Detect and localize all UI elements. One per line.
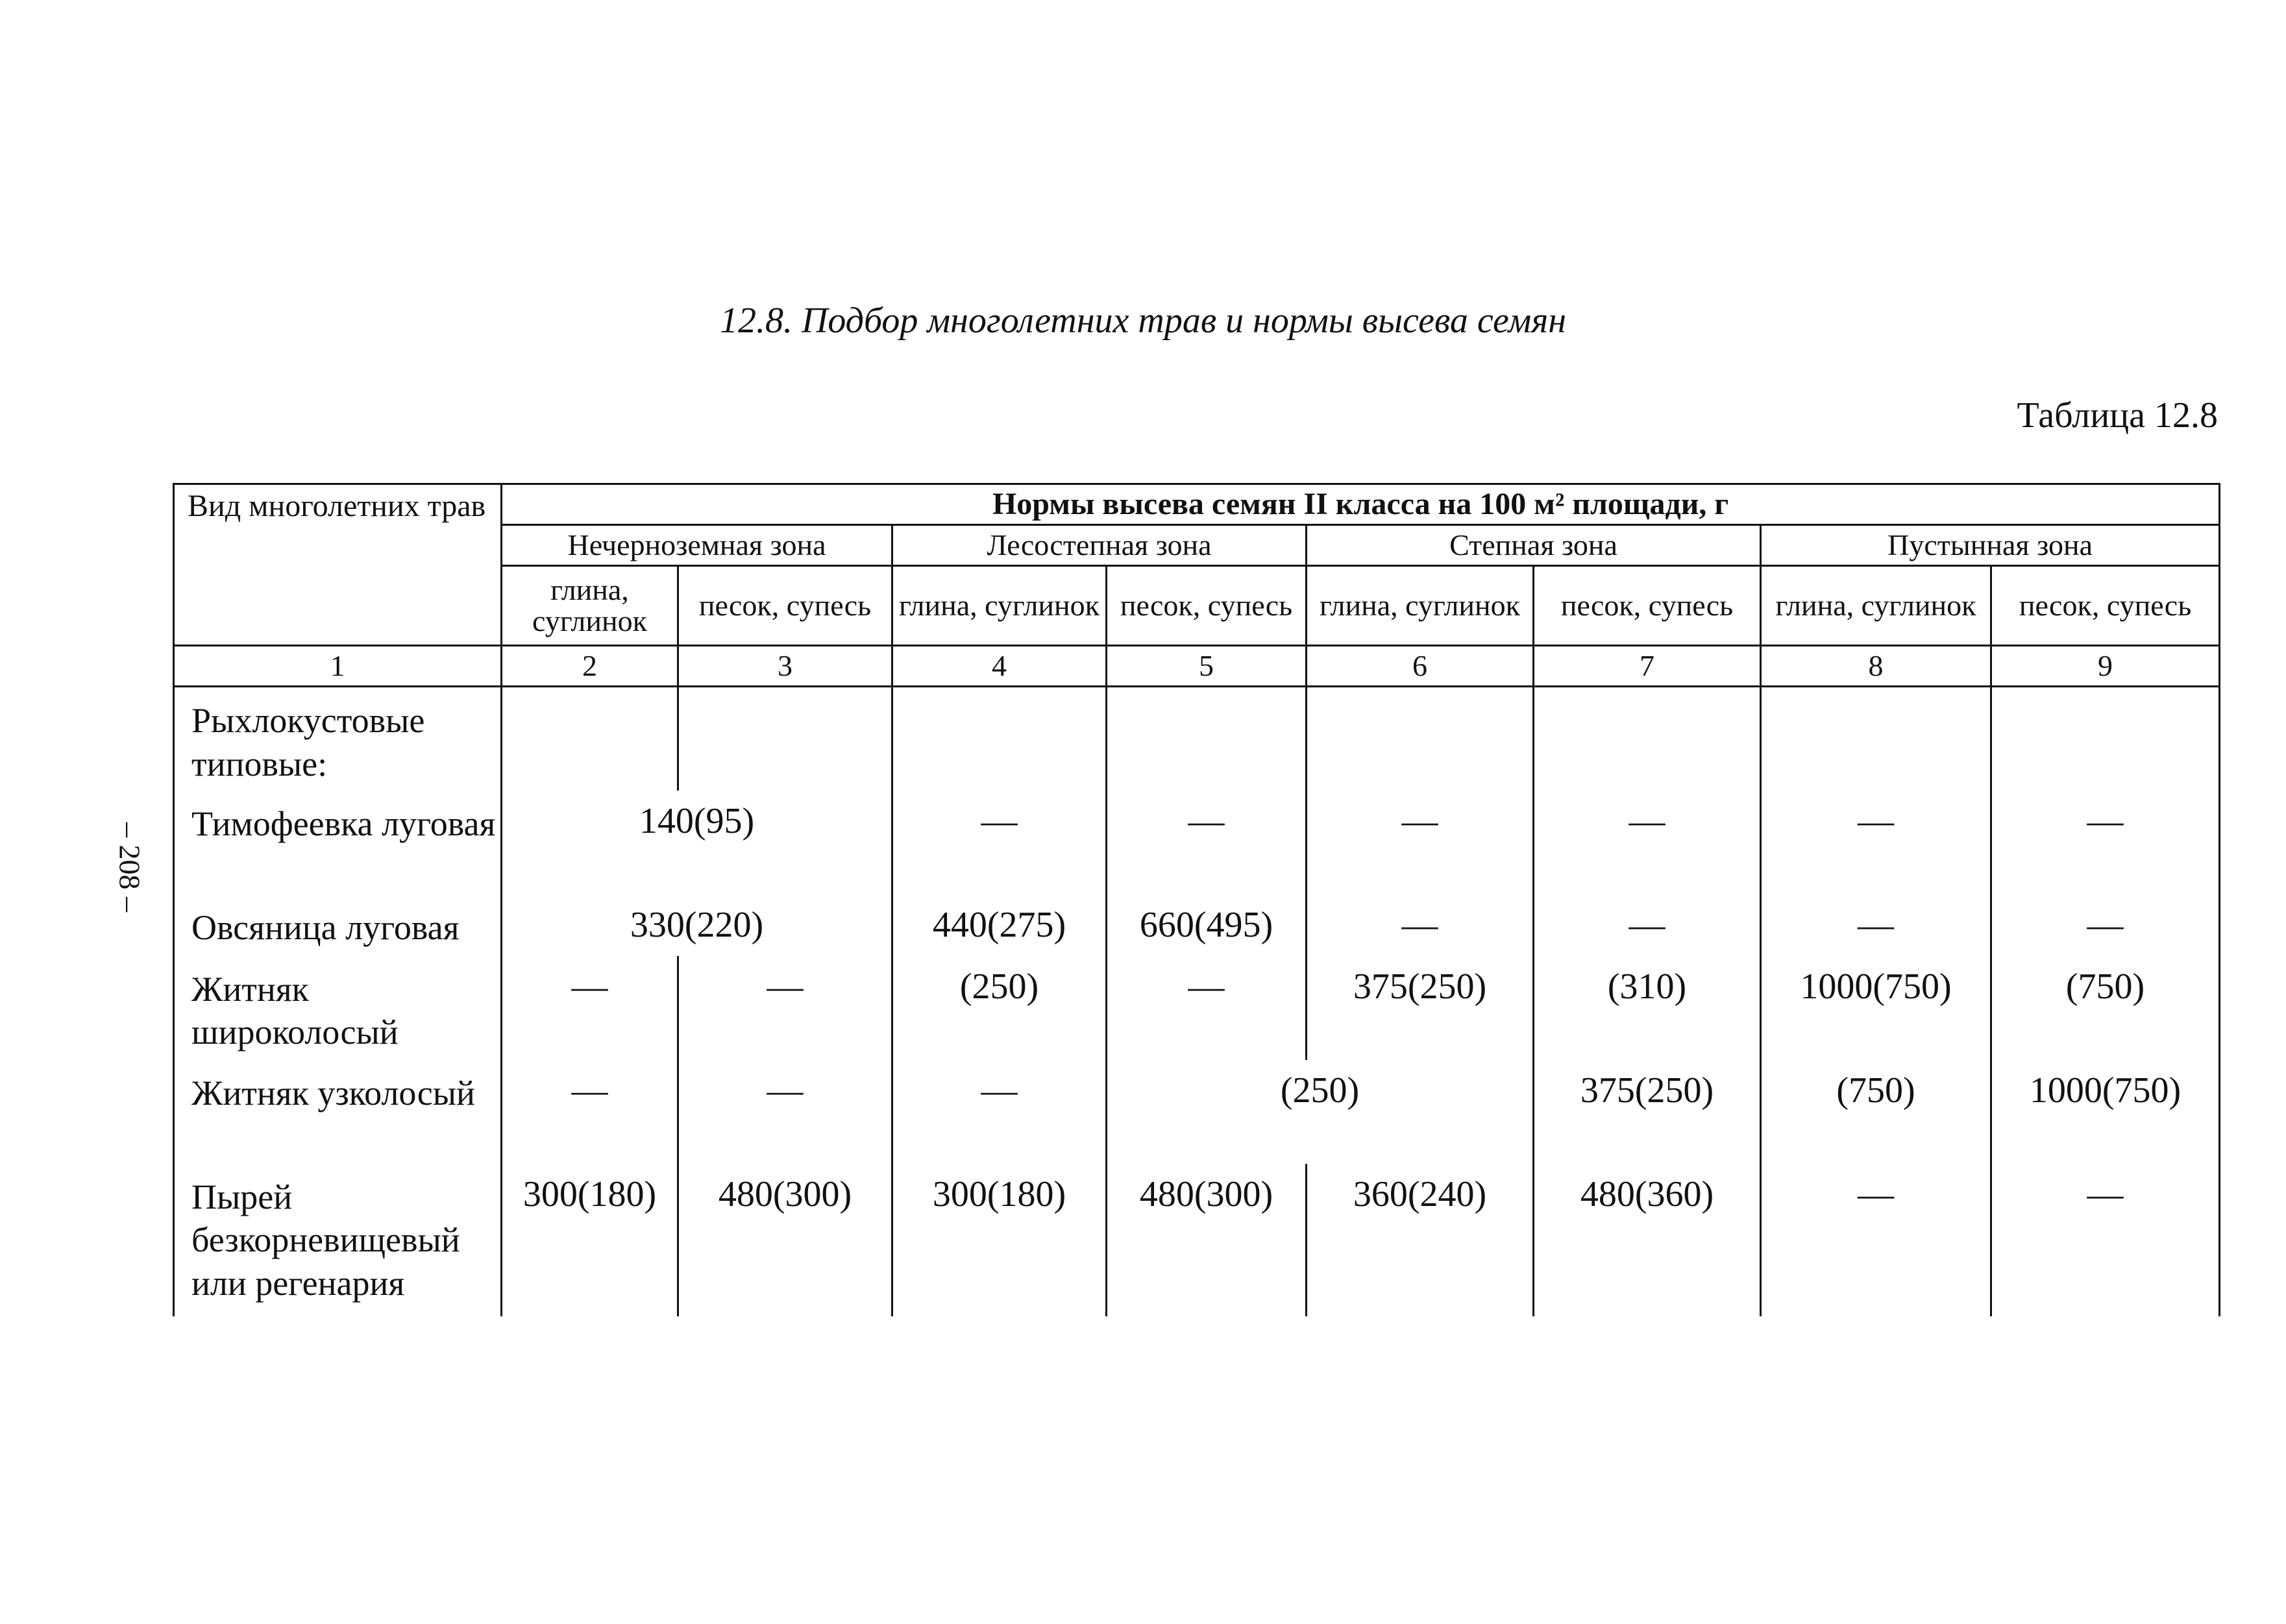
zone-steppe: Степная зона [1307,525,1761,566]
cell: — [1991,1164,2220,1316]
cell: — [1107,791,1307,894]
soil-sand: песок, супесь [1534,566,1761,646]
table-row [174,791,2220,894]
col-number: 3 [678,646,892,687]
table-row [174,956,2220,1060]
zone-desert: Пустынная зона [1761,525,2220,566]
cell: 480(300) [678,1164,892,1316]
cell: — [1761,894,1991,956]
cell: 300(180) [892,1164,1107,1316]
cell: — [892,1060,1107,1164]
page-number: – 208 – [113,822,147,912]
cell: — [678,1060,892,1164]
soil-clay: глина, суглинок [502,566,678,646]
header-species: Вид многолетних трав [174,484,502,646]
zone-nonchernozem: Нечерноземная зона [502,525,892,566]
soil-clay: глина, суглинок [1307,566,1534,646]
cell: 360(240) [1307,1164,1534,1316]
col-number: 2 [502,646,678,687]
cell: 660(495) [1107,894,1307,956]
soil-sand: песок, супесь [678,566,892,646]
cell: 375(250) [1307,956,1534,1060]
cell: — [1991,894,2220,956]
table-row [174,894,2220,956]
section-title: 12.8. Подбор многолетних трав и нормы высева семян [719,301,1567,341]
species-name: Овсяница луговая [174,894,502,956]
species-name: Рыхлокустовые типовые: [174,687,502,791]
cell: (750) [1761,1060,1991,1164]
cell-merged: (250) [1107,1060,1534,1164]
col-number: 9 [1991,646,2220,687]
header-main: Нормы высева семян II класса на 100 м² площади, г [502,484,2220,525]
cell: 375(250) [1534,1060,1761,1164]
table-label: Таблица 12.8 [2017,395,2218,436]
table-row [174,1164,2220,1316]
col-number: 5 [1107,646,1307,687]
cell: — [1534,894,1761,956]
cell: 1000(750) [1761,956,1991,1060]
cell: 300(180) [502,1164,678,1316]
soil-clay: глина, суглинок [892,566,1107,646]
cell: — [1307,791,1534,894]
soil-sand: песок, супесь [1991,566,2220,646]
cell: (310) [1534,956,1761,1060]
species-name: Житняк узколосый [174,1060,502,1164]
col-number: 1 [174,646,502,687]
cell: — [1991,791,2220,894]
cell: — [1107,956,1307,1060]
col-number: 8 [1761,646,1991,687]
col-number: 7 [1534,646,1761,687]
cell: — [502,1060,678,1164]
col-number: 4 [892,646,1107,687]
cell: — [892,791,1107,894]
cell: — [502,956,678,1060]
cell: (250) [892,956,1107,1060]
cell: — [1534,791,1761,894]
cell-merged: 330(220) [502,894,892,956]
table-row [174,687,2220,791]
soil-clay: глина, суглинок [1761,566,1991,646]
species-name: Житняк широколосый [174,956,502,1060]
seed-rate-table [173,483,2220,1316]
cell: — [1761,791,1991,894]
cell: — [678,956,892,1060]
cell-merged: 140(95) [502,791,892,894]
species-name: Пырей безкорневищевый или регенария [174,1164,502,1316]
cell: 1000(750) [1991,1060,2220,1164]
table-row [174,1060,2220,1164]
soil-sand: песок, супесь [1107,566,1307,646]
cell: 480(300) [1107,1164,1307,1316]
species-name: Тимофеевка луговая [174,791,502,894]
col-number: 6 [1307,646,1534,687]
zone-forest-steppe: Лесостепная зона [892,525,1307,566]
cell: 440(275) [892,894,1107,956]
cell: (750) [1991,956,2220,1060]
cell: 480(360) [1534,1164,1761,1316]
cell: — [1307,894,1534,956]
cell: — [1761,1164,1991,1316]
